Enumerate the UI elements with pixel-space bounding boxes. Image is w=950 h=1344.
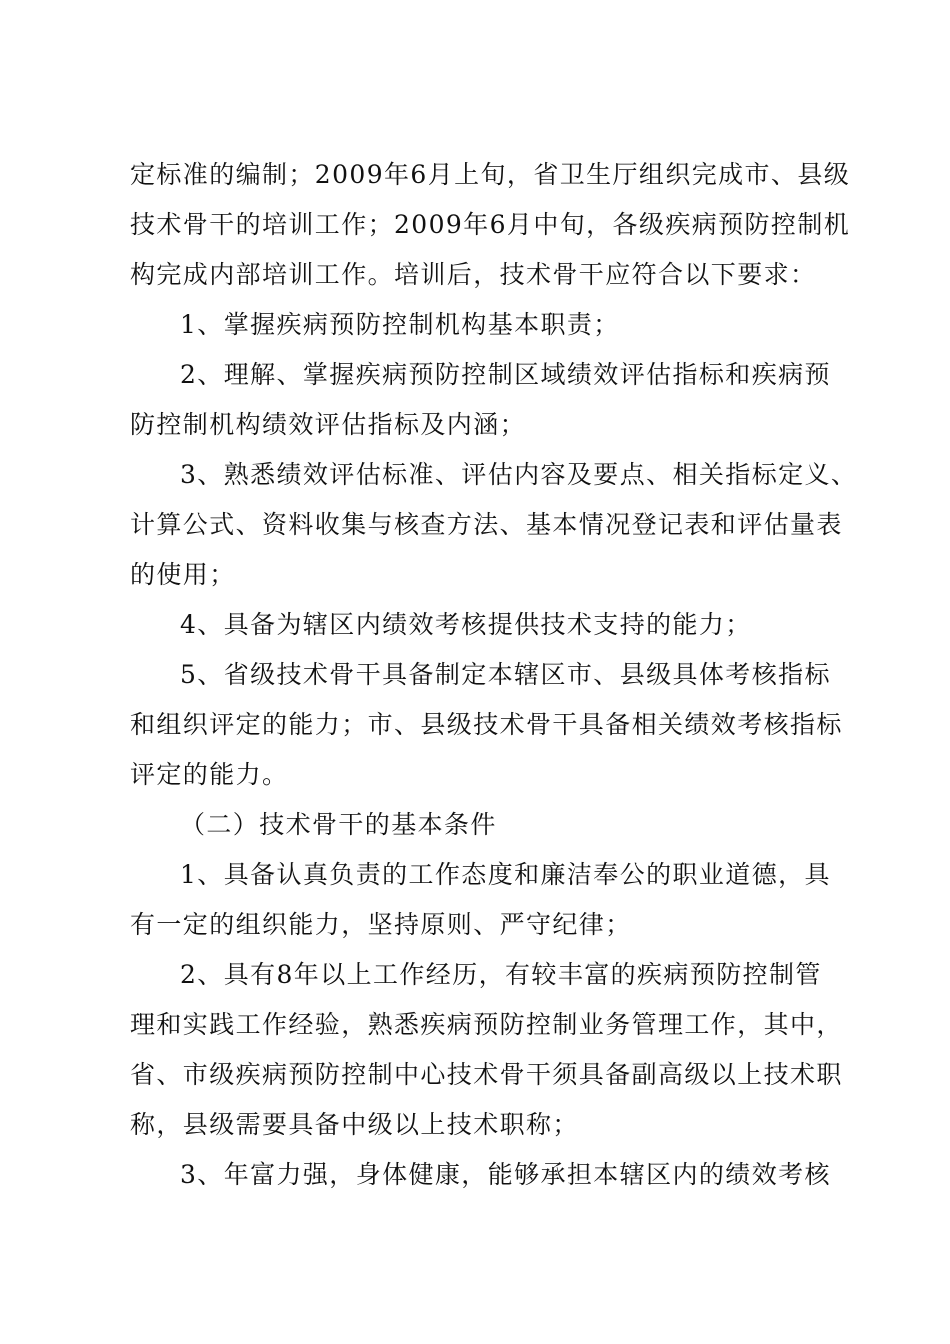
condition-2-line-1: 2、具有8年以上工作经历，有较丰富的疾病预防控制管 xyxy=(180,960,822,989)
list-item-4-line-1: 4、具备为辖区内绩效考核提供技术支持的能力； xyxy=(180,610,752,639)
list-item-5-line-2: 和组织评定的能力；市、县级技术骨干具备相关绩效考核指标 xyxy=(130,710,843,739)
list-item-2-line-2: 防控制机构绩效评估指标及内涵； xyxy=(130,410,527,439)
list-item-2-line-1: 2、理解、掌握疾病预防控制区域绩效评估指标和疾病预 xyxy=(180,360,831,389)
list-item-5-line-1: 5、省级技术骨干具备制定本辖区市、县级具体考核指标 xyxy=(180,660,831,689)
list-item-3-line-1: 3、熟悉绩效评估标准、评估内容及要点、相关指标定义、 xyxy=(180,460,858,489)
list-item-3-line-2: 计算公式、资料收集与核查方法、基本情况登记表和评估量表 xyxy=(130,510,843,539)
list-item-1-line-1: 1、掌握疾病预防控制机构基本职责； xyxy=(180,310,620,339)
condition-2-line-2: 理和实践工作经验，熟悉疾病预防控制业务管理工作，其中， xyxy=(130,1010,843,1039)
condition-1-line-1: 1、具备认真负责的工作态度和廉洁奉公的职业道德，具 xyxy=(180,860,831,889)
paragraph-1-line-3: 构完成内部培训工作。培训后，技术骨干应符合以下要求： xyxy=(130,260,817,289)
list-item-3-line-3: 的使用； xyxy=(130,560,236,589)
paragraph-1-line-2: 技术骨干的培训工作；2009年6月中旬，各级疾病预防控制机 xyxy=(130,210,851,239)
condition-2-line-3: 省、市级疾病预防控制中心技术骨干须具备副高级以上技术职 xyxy=(130,1060,843,1089)
section-heading: （二）技术骨干的基本条件 xyxy=(180,810,497,839)
condition-1-line-2: 有一定的组织能力，坚持原则、严守纪律； xyxy=(130,910,632,939)
condition-2-line-4: 称，县级需要具备中级以上技术职称； xyxy=(130,1110,579,1139)
list-item-5-line-3: 评定的能力。 xyxy=(130,760,289,789)
paragraph-1-line-1: 定标准的编制；2009年6月上旬，省卫生厅组织完成市、县级 xyxy=(130,160,851,189)
condition-3-line-1: 3、年富力强，身体健康，能够承担本辖区内的绩效考核 xyxy=(180,1160,831,1189)
